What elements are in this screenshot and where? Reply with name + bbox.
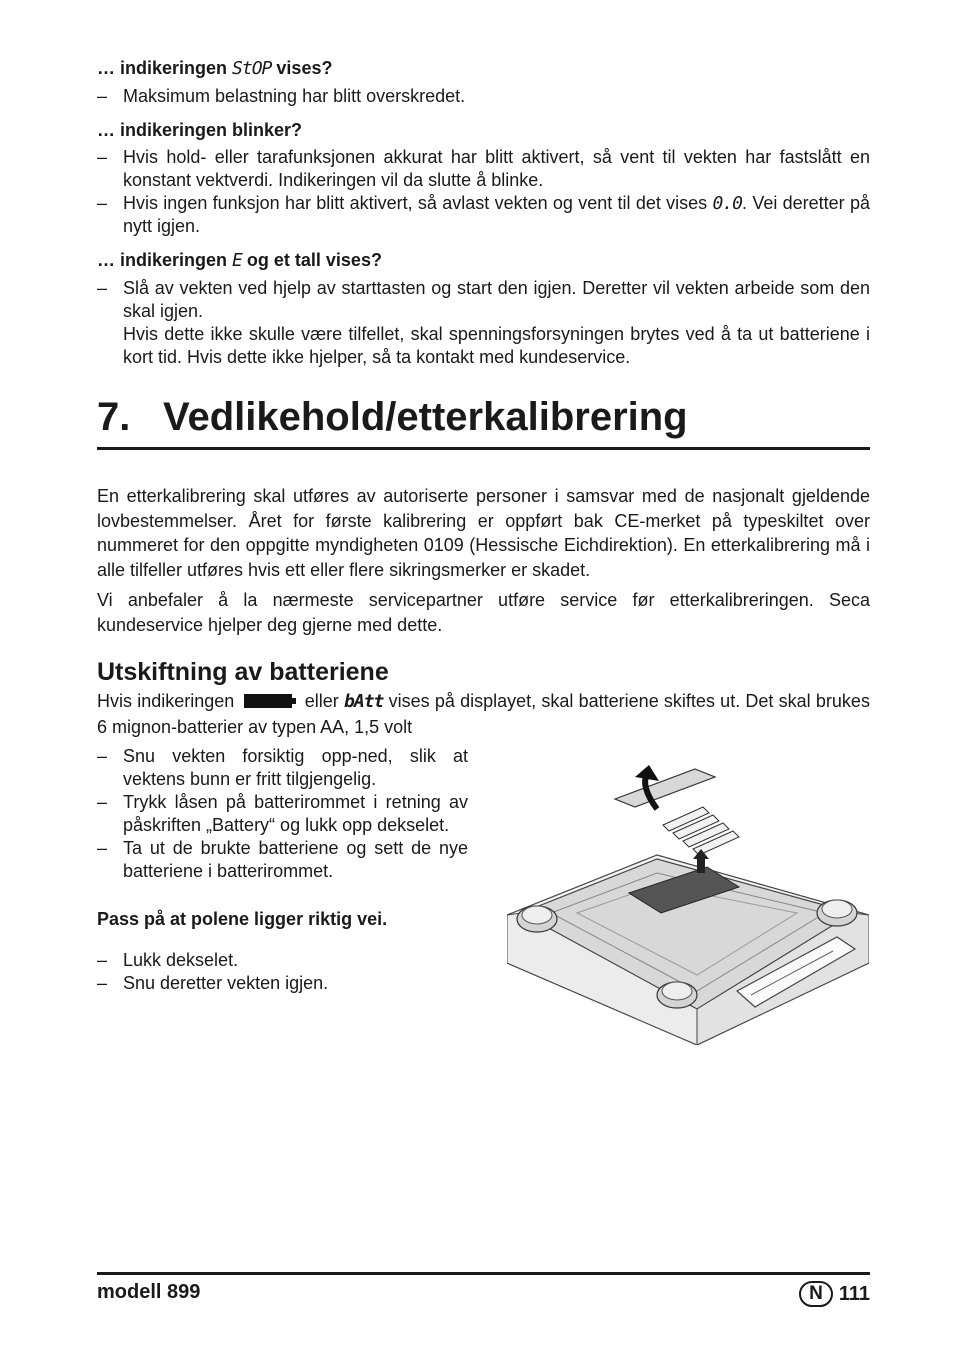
chapter-heading: [97, 393, 870, 450]
faq-question-prefix: … indikeringen: [97, 250, 228, 270]
list-item: – Trykk låsen på batterirommet i retning av påskriften „Battery“ og lukk opp dekselet.: [97, 791, 468, 837]
footer-model: modell 899: [97, 1281, 201, 1303]
battery-steps-area: [97, 745, 870, 1085]
polarity-note: Pass på at polene ligger riktig vei.: [97, 909, 388, 929]
page-footer: [97, 1272, 870, 1305]
scale-underside-illustration: [507, 763, 869, 1045]
list-item: – Snu deretter vekten igjen.: [97, 972, 468, 995]
chapter-number: 7.: [97, 395, 131, 439]
faq-answer-list: [97, 277, 870, 323]
chapter-title: Vedlikehold/etterkalibrering: [163, 395, 688, 439]
language-badge: N: [799, 1281, 833, 1307]
list-item: – Hvis hold- eller tarafunksjonen akkurat har blitt aktivert, så vent til vekten har fastslått en konstant vektverdi. Indikeringen vil da slutte å blinke.: [97, 146, 870, 192]
scale-illustration-svg: [507, 763, 869, 1045]
faq-answer-list: [97, 85, 870, 108]
intro-text: eller: [304, 691, 339, 711]
final-steps-list: [97, 949, 468, 995]
battery-low-icon: [244, 694, 296, 708]
faq-question-suffix: vises?: [276, 58, 333, 78]
list-item-text: Hvis ingen funksjon har blitt aktivert, så avlast vekten og vent til det vises: [123, 193, 708, 213]
display-batt-indicator: bAtt: [344, 691, 384, 712]
display-zero-indicator: 0.0: [712, 193, 743, 214]
page-content: [97, 56, 870, 1085]
intro-text: vises på displayet, skal batteriene skiftes ut. Det skal brukes 6 mignon-batterier av typen AA, 1,5 volt: [97, 691, 870, 737]
battery-steps-list: [97, 745, 468, 883]
list-item: – Ta ut de brukte batteriene og sett de nye batteriene i batterirommet.: [97, 837, 468, 883]
battery-intro: [97, 689, 870, 739]
battery-steps-column: [97, 745, 468, 1005]
list-item: – Snu vekten forsiktig opp-ned, slik at vektens bunn er fritt tilgjengelig.: [97, 745, 468, 791]
faq-question-error: [97, 248, 870, 273]
list-item: – Maksimum belastning har blitt overskredet.: [97, 85, 870, 108]
list-item-continuation: Hvis dette ikke skulle være tilfellet, skal spenningsforsyningen brytes ved å ta ut batteriene i kort tid. Hvis dette ikke hjelper, så ta kontakt med kundeservice.: [123, 324, 870, 367]
list-item-tail: . Vei deretter på nytt igjen.: [123, 193, 870, 236]
list-item: – Lukk dekselet.: [97, 949, 468, 972]
display-error-indicator: E: [232, 250, 242, 271]
section-heading: Utskiftning av batteriene: [97, 658, 389, 686]
page-number: 111: [838, 1282, 870, 1305]
body-paragraph: Vi anbefaler å la nærmeste servicepartner utføre service før etterkalibreringen. Seca kundeservice hjelper deg gjerne med dette.: [97, 590, 870, 635]
intro-text: Hvis indikeringen: [97, 691, 235, 711]
faq-question-stop: [97, 56, 870, 81]
display-stop-indicator: StOP: [232, 58, 272, 79]
faq-question-blinking: … indikeringen blinker?: [97, 120, 303, 140]
list-item: – Slå av vekten ved hjelp av starttasten og start den igjen. Deretter vil vekten arbeide som den skal igjen.: [97, 277, 870, 323]
faq-question-prefix: … indikeringen: [97, 58, 228, 78]
faq-question-suffix: og et tall vises?: [246, 250, 382, 270]
list-item: [97, 192, 870, 238]
faq-answer-list: [97, 146, 870, 238]
body-paragraph: En etterkalibrering skal utføres av autoriserte personer i samsvar med de nasjonalt gjeldende lovbestemmelser. Året for første kalibrering er oppført bak CE-merket på typeskiltet over nummeret for den oppgitte myndigheten 0109 (Hessische Eichdirektion). En etterkalibrering må i alle tilfeller utføres hvis ett eller flere sikringsmerker er skadet.: [97, 486, 870, 580]
footer-right: [799, 1281, 870, 1307]
